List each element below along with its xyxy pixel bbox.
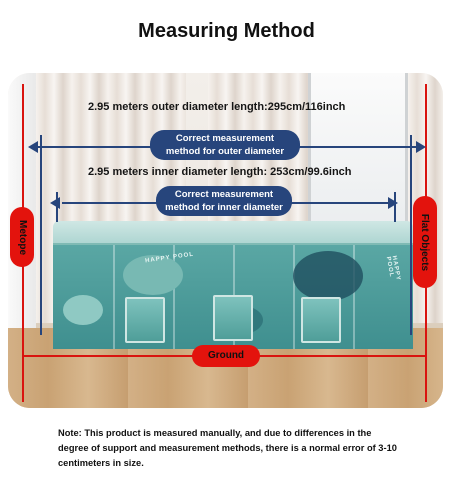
ground-label: Ground — [207, 350, 245, 361]
inner-pill-line1: Correct measurement — [174, 189, 274, 200]
inner-arrow-left — [50, 197, 60, 209]
inner-diameter-text: 2.95 meters inner diameter length: 253cm/99.6inch — [88, 166, 352, 178]
outer-arrow-left — [28, 141, 38, 153]
pool-support-leg — [125, 297, 165, 343]
inner-arrow-right — [388, 197, 398, 209]
measurement-note: Note: This product is measured manually, and due to differences in the degree of support and measurement methods, there is a normal error of 3-10 centimeters in size. — [58, 428, 397, 468]
pattern-blob — [293, 251, 363, 301]
ground-tag — [192, 345, 260, 367]
outer-pill-line2: method for outer diameter — [165, 146, 285, 157]
brand-label-front: HAPPY POOL — [144, 251, 195, 265]
pattern-blob — [63, 295, 103, 325]
inner-method-pill — [156, 186, 292, 216]
pool-rim — [53, 221, 413, 247]
inner-pill-line2: method for inner diameter — [165, 202, 283, 213]
outer-left-guide — [40, 135, 42, 335]
flat-objects-label: Flat Objects — [419, 213, 431, 271]
page-title: Measuring Method — [138, 20, 315, 42]
outer-method-pill — [150, 130, 300, 160]
flat-objects-tag — [413, 196, 437, 288]
panel-divider — [293, 245, 295, 349]
pool-illustration — [53, 221, 413, 349]
window — [308, 73, 408, 243]
outer-diameter-text: 2.95 meters outer diameter length:295cm/116inch — [88, 101, 346, 113]
outer-arrow-right — [416, 141, 426, 153]
outer-pill-line1: Correct measurement — [175, 133, 275, 144]
metope-tag — [10, 207, 34, 267]
brand-label-side: HAPPY POOL — [384, 255, 402, 282]
panel-divider — [113, 245, 115, 349]
metope-label: Metope — [16, 219, 28, 255]
pool-support-leg — [301, 297, 341, 343]
outer-right-guide — [410, 135, 412, 335]
pool-support-leg — [213, 295, 253, 341]
